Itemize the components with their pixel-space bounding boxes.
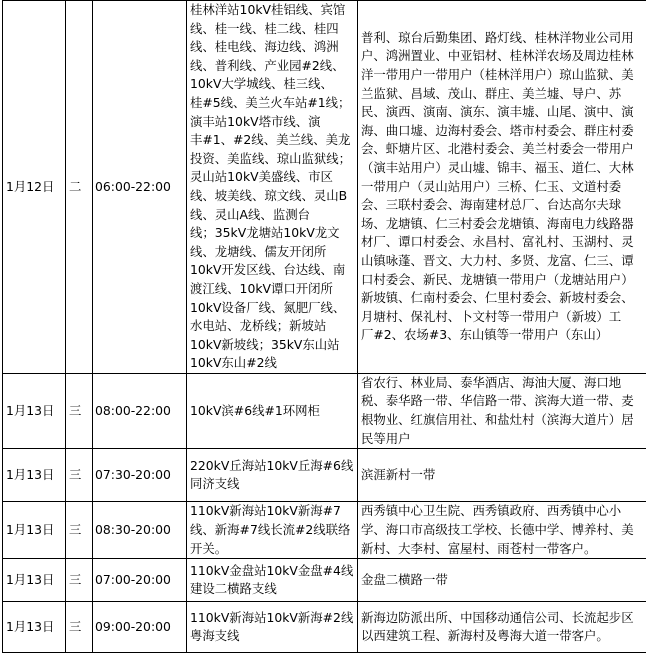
table-row (3, 1, 646, 374)
cell-line: 山镇咏蓬、晋文、大力村、多贤、龙富、仁三、谭 (361, 252, 646, 271)
cell-line: 线、桂电线、海边线、鸿洲 (190, 38, 356, 57)
table-row (3, 602, 646, 653)
cell-line: 水电站、龙桥线；新坡站 (190, 317, 356, 336)
areas-cell (358, 602, 646, 653)
cell-line: 滨涯新村一带 (361, 466, 646, 485)
weekday-cell: 三 (66, 449, 93, 502)
table-row (3, 449, 646, 502)
cell-line: 投资、美监线、琼山监狱线； (190, 150, 356, 169)
weekday-cell: 三 (66, 602, 93, 653)
table-row (3, 502, 646, 559)
cell-line: 10kV大学城线、桂三线、 (190, 75, 356, 94)
cell-line: 兰监狱、昌域、茂山、群庄、美兰墟、导户、苏 (361, 85, 646, 104)
time-cell: 07:30-20:00 (93, 449, 187, 502)
cell-line: 渡江线、10kV谭口开闭所 (190, 280, 356, 299)
cell-line: 10kV东山#2线 (190, 354, 356, 373)
weekday-cell: 二 (66, 1, 93, 374)
weekday-cell: 三 (66, 373, 93, 448)
areas-cell (358, 502, 646, 559)
cell-line: 建设二横路支线 (190, 580, 356, 599)
cell-line: 新海边防派出所、中国移动通信公司、长流起步区 (361, 609, 646, 628)
cell-line: 材厂、谭口村委会、永昌村、富礼村、玉湖村、灵 (361, 233, 646, 252)
lines-cell (187, 602, 358, 653)
cell-line: 110kV新海站10kV新海#7 (190, 502, 356, 521)
cell-line: 桂林洋站10kV桂铝线、宾馆 (190, 1, 356, 20)
cell-line: 新坡镇、仁南村委会、仁里村委会、新坡村委会、 (361, 289, 646, 308)
time-cell: 08:30-20:00 (93, 502, 187, 559)
table-row (3, 559, 646, 602)
cell-line: 以西建筑工程、新海村及粤海大道一带客户。 (361, 627, 646, 646)
cell-line: 一带用户（灵山站用户）三桥、仁玉、文道村委 (361, 178, 646, 197)
cell-line: 新村、大李村、富屋村、雨苍村一带客户。 (361, 540, 646, 559)
table-row (3, 373, 646, 448)
cell-line: 10kV开发区线、台达线、南 (190, 261, 356, 280)
cell-line: 线；35kV龙塘站10kV龙文 (190, 224, 356, 243)
cell-line: 会、三联村委会、海南建材总厂、台达高尔夫球 (361, 196, 646, 215)
cell-line: 民等用户 (361, 430, 646, 449)
time-cell: 09:00-20:00 (93, 602, 187, 653)
lines-cell (187, 449, 358, 502)
cell-line: 线、桂一线、桂二线、桂四 (190, 20, 356, 39)
areas-cell (358, 449, 646, 502)
cell-line: 会、虾塘片区、北港村委会、美兰村委会一带用户 (361, 140, 646, 159)
time-cell: 08:00-22:00 (93, 373, 187, 448)
cell-line: 省农行、林业局、泰华酒店、海油大厦、海口地 (361, 374, 646, 393)
cell-line: 海、曲口墟、边海村委会、塔市村委会、群庄村委 (361, 122, 646, 141)
date-cell: 1月13日 (3, 502, 66, 559)
cell-line: 洋一带用户一带用户（桂林洋用户）琼山监狱、美 (361, 66, 646, 85)
lines-cell (187, 502, 358, 559)
cell-line: 线、龙塘线、儒友开闭所 (190, 243, 356, 262)
areas-cell (358, 373, 646, 448)
cell-line: 户、鸿洲置业、中亚铝材、桂林洋农场及周边桂林 (361, 47, 646, 66)
cell-line: 场、龙塘镇、仁三村委会龙塘镇、海南电力线路器 (361, 215, 646, 234)
cell-line: 民、演西、演南、演东、演丰墟、山尾、演中、演 (361, 103, 646, 122)
cell-line: 税、泰华路一带、华信路一带、滨海大道一带、麦 (361, 392, 646, 411)
cell-line: 月塘村、保礼村、卜文村等一带用户（新坡）工 (361, 308, 646, 327)
cell-line: 粤海支线 (190, 627, 356, 646)
cell-line: 灵山站10kV美盛线、市区 (190, 168, 356, 187)
date-cell: 1月13日 (3, 559, 66, 602)
time-cell: 07:00-20:00 (93, 559, 187, 602)
cell-line: 演丰站10kV塔市线、演 (190, 113, 356, 132)
cell-line: 桂#5线、美兰火车站#1线； (190, 94, 356, 113)
cell-line: 厂#2、农场#3、东山镇等一带用户（东山） (361, 326, 646, 345)
outage-table (2, 0, 646, 653)
time-cell: 06:00-22:00 (93, 1, 187, 374)
cell-line: 西秀镇中心卫生院、西秀镇政府、西秀镇中心小 (361, 502, 646, 521)
areas-cell (358, 559, 646, 602)
areas-cell (358, 1, 646, 374)
cell-line: 普利、琼台后勤集团、路灯线、桂林洋物业公司用 (361, 29, 646, 48)
cell-line: 110kV新海站10kV新海#2线 (190, 609, 356, 628)
lines-cell (187, 373, 358, 448)
cell-line: 根物业、红旗信用社、和盐灶村（滨海大道片）居 (361, 411, 646, 430)
cell-line: 线、新海#7线长流#2线联络 (190, 521, 356, 540)
lines-cell (187, 1, 358, 374)
cell-line: 10kV滨#6线#1环网柜 (190, 402, 356, 421)
cell-line: 同济支线 (190, 475, 356, 494)
cell-line: 10kV设备厂线、氮肥厂线、 (190, 299, 356, 318)
date-cell: 1月13日 (3, 373, 66, 448)
cell-line: 开关。 (190, 540, 356, 559)
date-cell: 1月13日 (3, 602, 66, 653)
date-cell: 1月13日 (3, 449, 66, 502)
cell-line: 丰#1、#2线、美兰线、美龙 (190, 131, 356, 150)
weekday-cell: 三 (66, 502, 93, 559)
cell-line: 110kV金盘站10kV金盘#4线 (190, 562, 356, 581)
date-cell: 1月12日 (3, 1, 66, 374)
cell-line: 线、坡美线、琼文线、灵山B (190, 187, 356, 206)
cell-line: 口村委会、新民、龙塘镇一带用户（龙塘站用户） (361, 271, 646, 290)
cell-line: 学、海口市高级技工学校、长德中学、博养村、美 (361, 521, 646, 540)
cell-line: （演丰站用户）灵山墟、锦丰、福玉、道仁、大林 (361, 159, 646, 178)
cell-line: 金盘二横路一带 (361, 571, 646, 590)
cell-line: 线、普利线、产业园#2线、 (190, 57, 356, 76)
cell-line: 220kV丘海站10kV丘海#6线 (190, 457, 356, 476)
cell-line: 线、灵山A线、监测台 (190, 206, 356, 225)
weekday-cell: 三 (66, 559, 93, 602)
cell-line: 10kV新坡线；35kV东山站 (190, 336, 356, 355)
lines-cell (187, 559, 358, 602)
